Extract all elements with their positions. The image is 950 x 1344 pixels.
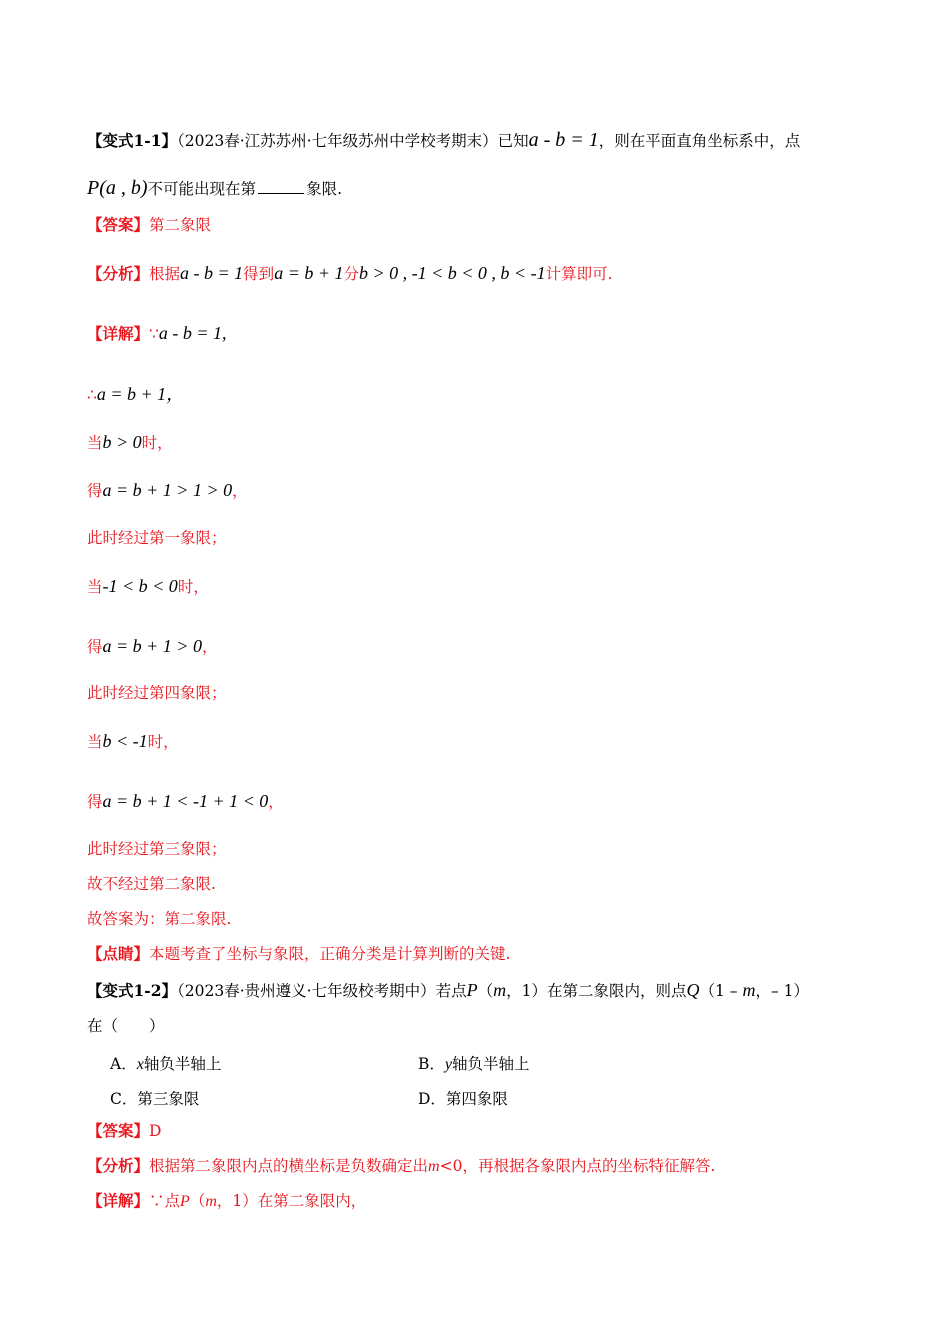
detail-line xyxy=(87,1192,366,1211)
therefore-symbol: ∴ xyxy=(87,386,97,404)
math-condition: a - b = 1 xyxy=(528,129,599,151)
option-b[interactable] xyxy=(418,1052,530,1074)
math: x xyxy=(136,1056,144,1073)
point-expression: P(a , b) xyxy=(87,177,148,199)
variant-tag: 【变式1-1】 xyxy=(87,131,178,150)
quadrant-line: 此时经过第三象限； xyxy=(87,840,227,858)
question-text: ，则在平面直角坐标系中，点 xyxy=(598,132,801,150)
analysis-text: 得到 xyxy=(243,265,275,283)
option-text: 轴负半轴上 xyxy=(143,1055,222,1073)
question-text: 象限. xyxy=(306,180,342,198)
comment-line xyxy=(87,945,510,964)
math: -1 < b < 0 xyxy=(102,576,178,596)
math: m xyxy=(428,1158,440,1175)
math: m xyxy=(493,980,507,1000)
case-text: 当 xyxy=(87,434,103,452)
detail-line xyxy=(87,323,227,345)
question-text: 不可能出现在第 xyxy=(147,180,257,198)
variant-tag: 【变式1-2】 xyxy=(87,981,178,1000)
quadrant-line: 此时经过第一象限； xyxy=(87,529,227,547)
detail-tag: 【详解】 xyxy=(87,1191,150,1210)
math: m xyxy=(205,1193,217,1210)
option-text: 轴负半轴上 xyxy=(452,1055,530,1073)
detail-text: ∵点 xyxy=(149,1192,181,1210)
math: a - b = 1 xyxy=(180,263,244,283)
case-text: 时， xyxy=(147,733,179,751)
answer-text: 第二象限 xyxy=(149,216,212,234)
question-text: （1 – xyxy=(699,982,743,1000)
math: Q xyxy=(686,980,700,1000)
result-line xyxy=(87,480,248,502)
math: a = b + 1 > 1 > 0 xyxy=(102,480,233,500)
option-a[interactable] xyxy=(110,1052,221,1074)
detail-tag: 【详解】 xyxy=(87,324,150,343)
analysis-tag: 【分析】 xyxy=(87,1156,150,1175)
detail-text: ，1）在第二象限内， xyxy=(216,1192,367,1210)
answer-tag: 【答案】 xyxy=(87,1121,150,1140)
question-text: （2023春·贵州遵义·七年级校考期中）若点 xyxy=(177,982,467,1000)
answer-line xyxy=(87,216,211,235)
result-text: ， xyxy=(232,482,248,500)
math: a = b + 1 > 0 xyxy=(102,636,202,656)
math: a = b + 1 < -1 + 1 < 0 xyxy=(102,791,269,811)
case-line xyxy=(87,576,209,598)
case-text: 时， xyxy=(177,578,209,596)
case-line xyxy=(87,432,173,454)
math: a - b = 1, xyxy=(158,323,227,343)
math: b > 0 xyxy=(102,432,142,452)
analysis-text: 分 xyxy=(343,265,359,283)
question-1-2-line-1 xyxy=(87,980,809,1002)
question-1-1-line-2 xyxy=(87,176,342,200)
math: b > 0 , -1 < b < 0 , b < -1 xyxy=(359,263,546,283)
question-text: ，1）在第二象限内，则点 xyxy=(506,982,687,1000)
result-text: 得 xyxy=(87,793,103,811)
result-text: ， xyxy=(268,793,284,811)
answer-line xyxy=(87,1122,161,1141)
answer-text: D xyxy=(149,1122,162,1140)
comment-tag: 【点睛】 xyxy=(87,944,150,963)
analysis-line xyxy=(87,263,613,285)
question-source: （2023春·江苏苏州·七年级苏州中学校考期末）已知 xyxy=(177,132,529,150)
analysis-text: 根据 xyxy=(149,265,181,283)
analysis-text: 计算即可. xyxy=(545,265,613,283)
analysis-tag: 【分析】 xyxy=(87,264,150,283)
result-text: 得 xyxy=(87,482,103,500)
answer-blank xyxy=(258,192,304,194)
math: a = b + 1， xyxy=(96,384,185,404)
option-c[interactable]: C．第三象限 xyxy=(110,1090,200,1108)
case-text: 时， xyxy=(141,434,173,452)
answer-tag: 【答案】 xyxy=(87,215,150,234)
analysis-text: 根据第二象限内点的横坐标是负数确定出 xyxy=(149,1157,429,1175)
math: P xyxy=(466,980,478,1000)
quadrant-line: 此时经过第四象限； xyxy=(87,684,227,702)
analysis-line xyxy=(87,1157,715,1176)
option-label: A． xyxy=(110,1055,137,1073)
case-text: 当 xyxy=(87,578,103,596)
step-line xyxy=(87,384,184,406)
option-label: B． xyxy=(418,1055,445,1073)
case-line xyxy=(87,731,179,753)
result-text: 得 xyxy=(87,638,103,656)
question-text: （ xyxy=(477,982,494,1000)
analysis-text: <0，再根据各象限内点的坐标特征解答. xyxy=(439,1157,716,1175)
math: a = b + 1 xyxy=(274,263,344,283)
case-text: 当 xyxy=(87,733,103,751)
result-line xyxy=(87,791,284,813)
detail-text: （ xyxy=(189,1192,206,1210)
question-1-1-line-1 xyxy=(87,128,800,152)
comment-text: 本题考查了坐标与象限，正确分类是计算判断的关键. xyxy=(149,945,511,963)
math: b < -1 xyxy=(102,731,148,751)
result-text: ， xyxy=(201,638,218,656)
final-answer-line: 故答案为：第二象限. xyxy=(87,910,232,928)
math: P xyxy=(180,1193,190,1210)
conclusion-line: 故不经过第二象限. xyxy=(87,875,216,893)
math: y xyxy=(444,1056,452,1073)
math: m xyxy=(742,980,756,1000)
option-d[interactable]: D．第四象限 xyxy=(418,1090,508,1108)
question-1-2-line-2: 在（ ） xyxy=(87,1017,165,1035)
question-text: ，– 1） xyxy=(755,982,809,1000)
result-line xyxy=(87,636,217,658)
because-symbol: ∵ xyxy=(149,325,159,343)
